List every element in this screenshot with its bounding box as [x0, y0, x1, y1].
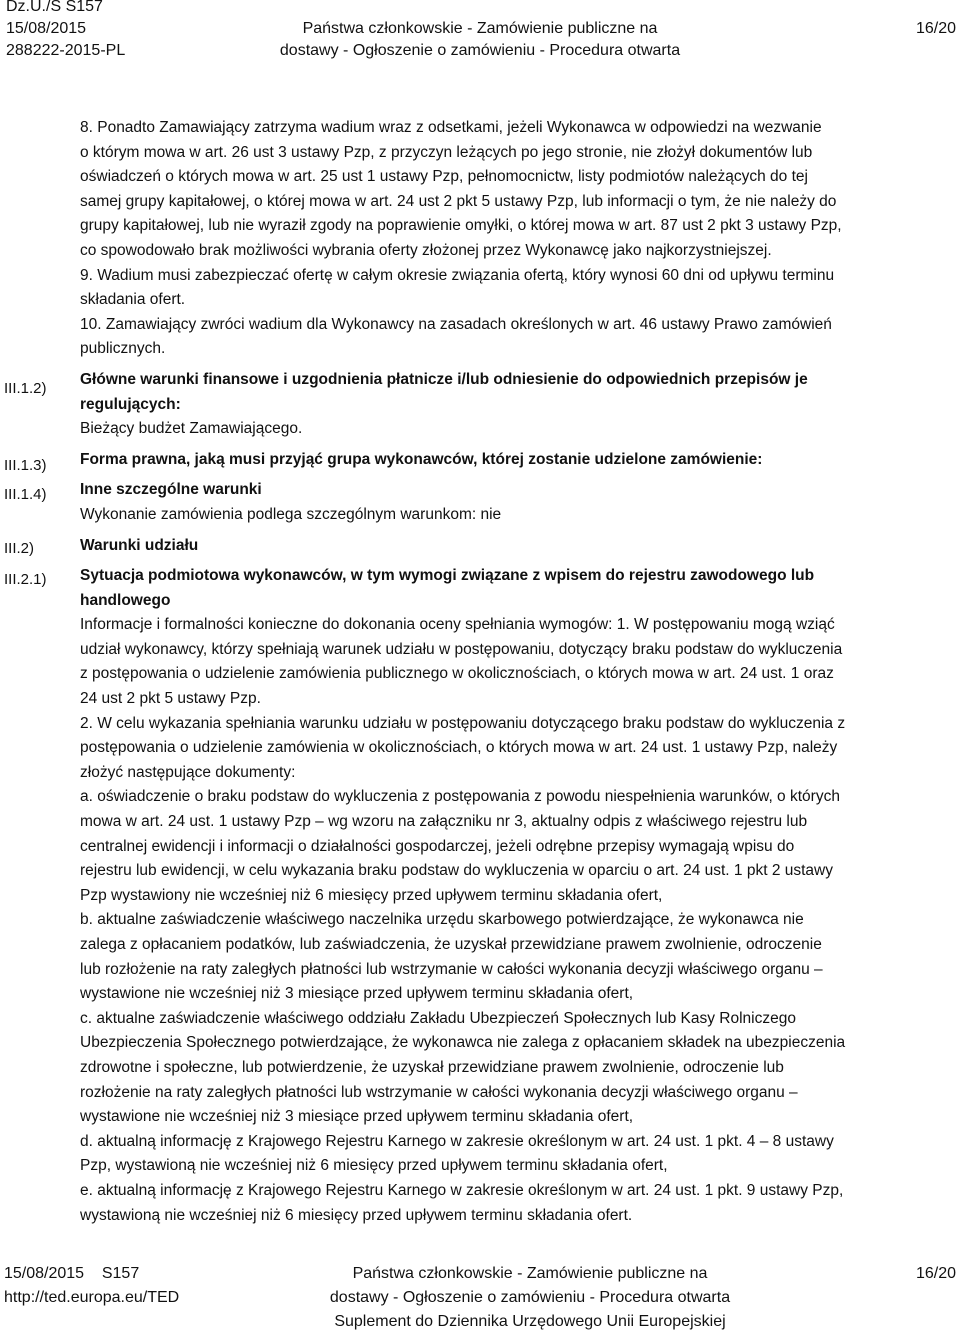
header-title	[200, 18, 760, 62]
text-line: mowa w art. 24 ust. 1 ustawy Pzp – wg wzoru na załączniku nr 3, aktualny odpis z właściwego rejestru lub	[80, 813, 808, 831]
document-body	[80, 116, 952, 1228]
footer-title-line: dostawy - Ogłoszenie o zamówieniu - Procedura otwarta	[329, 1289, 731, 1306]
section-label: III.1.2)	[4, 380, 47, 397]
text-line: samej grupy kapitałowej, o której mowa w art. 24 ust 2 pkt 5 ustawy Pzp, lub informacji o tym, że nie należy do	[80, 192, 837, 210]
footer-title-line: Suplement do Dziennika Urzędowego Unii Europejskiej	[334, 1313, 726, 1330]
text-line: centralnej ewidencji i informacji o działalności gospodarczej, jeżeli odrębne przepisy wymagają wpisu do	[80, 837, 795, 855]
text-line: Pzp, wystawioną nie wcześniej niż 6 miesięcy przed upływem terminu składania ofert,	[80, 1157, 668, 1175]
text-line: zalega z opłacaniem podatków, lub zaświadczenia, że uzyskał przewidziane prawem zwolnienie, odroczenie	[80, 936, 822, 953]
text-line: zdrowotne i społeczne, lub potwierdzenie, że uzyskał przewidziane prawem zwolnienie, odroczenie lub	[80, 1058, 784, 1076]
text-line: d. aktualną informację z Krajowego Rejestru Karnego w zakresie określonym w art. 24 ust. 1 pkt. 4 – 8 ustawy	[80, 1132, 834, 1150]
header-left	[6, 0, 125, 62]
footer-page-number: 16/20	[915, 1265, 956, 1282]
text-line: Ubezpieczenia Społecznego potwierdzające, że wykonawca nie zalega z opłacaniem składek na ubezpieczenia	[80, 1034, 846, 1052]
text-line: składania ofert.	[80, 291, 186, 309]
header-page-number: 16/20	[915, 20, 956, 37]
text-line: wystawioną nie wcześniej niż 6 miesięcy przed upływem terminu składania ofert.	[80, 1206, 633, 1224]
section-heading	[80, 368, 952, 417]
text-line: 24 ust 2 pkt 5 ustawy Pzp.	[80, 690, 261, 708]
section-heading: Forma prawna, jaką musi przyjąć grupa wykonawców, której zostanie udzielone zamówienie:	[80, 450, 763, 468]
header-title-line: dostawy - Ogłoszenie o zamówieniu - Procedura otwarta	[279, 42, 681, 59]
text-line: lub rozłożenie na raty zaległych płatności lub wstrzymanie w całości wykonania decyzji właściwego organu –	[80, 960, 823, 978]
header-journal: Dz.U./S S157	[6, 0, 103, 15]
footer-url-link[interactable]: http://ted.europa.eu/TED	[4, 1289, 180, 1306]
text-line: b. aktualne zaświadczenie właściwego naczelnika urzędu skarbowego potwierdzające, że wykonawca nie	[80, 911, 804, 929]
page-footer	[0, 1262, 960, 1334]
text-line: Główne warunki finansowe i uzgodnienia płatnicze i/lub odniesienie do odpowiednich przepisów je	[80, 370, 808, 388]
section-label: III.2.1)	[4, 571, 47, 588]
text-line: 9. Wadium musi zabezpieczać ofertę w całym okresie związania ofertą, który wynosi 60 dni od upływu terminu	[80, 266, 835, 284]
text-line: złożyć następujące dokumenty:	[80, 763, 296, 781]
footer-title	[270, 1262, 790, 1334]
text-line: udział wykonawcy, którzy spełniają warunek udziału w postępowaniu, dotyczący braku podstaw do wykluczenia	[80, 640, 843, 658]
section-label: III.1.3)	[4, 457, 47, 474]
text-line: wystawione nie wcześniej niż 3 miesiące przed upływem terminu składania ofert,	[80, 985, 634, 1003]
footer-left	[4, 1262, 179, 1310]
section-text: Bieżący budżet Zamawiającego.	[80, 420, 303, 438]
footer-title-line: Państwa członkowskie - Zamówienie publiczne na	[352, 1265, 708, 1282]
header-ref: 288222-2015-PL	[6, 42, 126, 59]
section-text	[80, 613, 952, 1228]
section-text: Wykonanie zamówienia podlega szczególnym warunkom: nie	[80, 505, 502, 523]
page-header	[0, 0, 960, 72]
text-line: Informacje i formalności konieczne do dokonania oceny spełniania wymogów: 1. W postępowaniu mogą wziąć	[80, 616, 835, 634]
text-line: e. aktualną informację z Krajowego Rejestru Karnego w zakresie określonym w art. 24 ust. 1 pkt. 9 ustawy Pzp,	[80, 1181, 844, 1199]
text-line: rejestru lub ewidencji, w celu wykazania braku podstaw do wykluczenia w oparciu o art. 24 ust. 1 pkt 2 ustawy	[80, 862, 833, 880]
text-line: wystawione nie wcześniej niż 3 miesiące przed upływem terminu składania ofert,	[80, 1108, 634, 1126]
section-heading: Warunki udziału	[80, 536, 199, 554]
text-line: o którym mowa w art. 26 ust 3 ustawy Pzp, z przyczyn leżących po jego stronie, nie złożył dokumentów lub	[80, 143, 813, 161]
text-line: 8. Ponadto Zamawiający zatrzyma wadium wraz z odsetkami, jeżeli Wykonawca w odpowiedzi na wezwanie	[80, 119, 822, 136]
paragraph	[80, 116, 952, 362]
section-heading	[80, 564, 952, 613]
header-title-line: Państwa członkowskie - Zamówienie publiczne na	[302, 20, 658, 37]
text-line: oświadczeń o których mowa w art. 25 ust 1 ustawy Pzp, pełnomocnictw, listy podmiotów należących do tej	[80, 168, 808, 186]
text-line: a. oświadczenie o braku podstaw do wykluczenia z postępowania z powodu niespełnienia warunków, o których	[80, 788, 840, 806]
text-line: postępowania o udzielenie zamówienia w okolicznościach, o których mowa w art. 24 ust. 1 ustawy Pzp, należy	[80, 739, 838, 757]
text-line: regulujących:	[80, 395, 181, 413]
text-line: co spowodowało brak możliwości wybrania oferty złożonej przez Wykonawcę jako najkorzystniejszej.	[80, 241, 772, 259]
text-line: Pzp wystawiony nie wcześniej niż 6 miesięcy przed upływem terminu składania ofert,	[80, 886, 663, 904]
section-label: III.1.4)	[4, 486, 47, 503]
section-label: III.2)	[4, 540, 35, 557]
text-line: c. aktualne zaświadczenie właściwego oddziału Zakładu Ubezpieczeń Społecznych lub Kasy Rolniczego	[80, 1009, 796, 1027]
text-line: rozłożenie na raty zaległych płatności lub wstrzymanie w całości wykonania decyzji właściwego organu –	[80, 1083, 798, 1101]
text-line: z postępowania o udzielenie zamówienia publicznego w okolicznościach, o których mowa w art. 24 ust. 1 oraz	[80, 665, 834, 683]
footer-date: 15/08/2015	[4, 1265, 85, 1282]
section-heading: Inne szczególne warunki	[80, 481, 262, 499]
text-line: 10. Zamawiający zwróci wadium dla Wykonawcy na zasadach określonych w art. 46 ustawy Prawo zamówień	[80, 315, 832, 333]
header-date: 15/08/2015	[6, 20, 87, 37]
footer-issue: S157	[101, 1265, 140, 1282]
text-line: Sytuacja podmiotowa wykonawców, w tym wymogi związane z wpisem do rejestru zawodowego lub	[80, 567, 815, 585]
text-line: 2. W celu wykazania spełniania warunku udziału w postępowaniu dotyczącego braku podstaw do wykluczenia z	[80, 714, 846, 732]
text-line: grupy kapitałowej, lub nie wyraził zgody na poprawienie omyłki, o której mowa w art. 87 ust 2 pkt 3 ustawy Pzp,	[80, 217, 842, 235]
text-line: handlowego	[80, 591, 171, 609]
text-line: publicznych.	[80, 340, 166, 358]
